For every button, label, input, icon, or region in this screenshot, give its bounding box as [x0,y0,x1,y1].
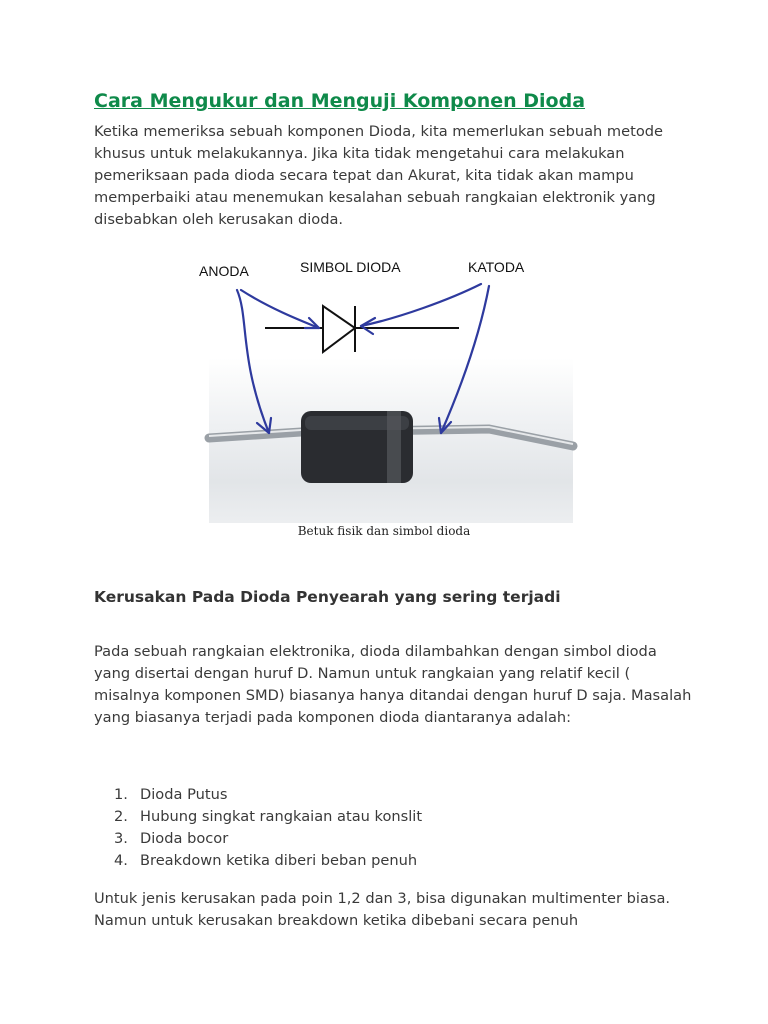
diode-symbol-icon [265,306,459,352]
list-item-text: Dioda bocor [140,830,229,847]
body-paragraph-3: Untuk jenis kerusakan pada poin 1,2 dan 3, bisa digunakan multimenter biasa. Namun untuk kerusakan breakdown ketika dibebani secara penuh [94,890,671,929]
list-item [94,784,422,806]
list-item-number: 1. [114,786,128,803]
label-anode: ANODA [199,263,249,279]
intro-paragraph: Ketika memeriksa sebuah komponen Dioda, kita memerlukan sebuah metode khusus untuk melakukannya. Jika kita tidak mengetahui cara melakukan pemeriksaan pada dioda secara tepat dan Akurat, kita tidak akan mampu memperbaiki atau menemukan kesalahan sebuah rangkaian elektronik yang disebabkan oleh kerusakan dioda. [94,123,664,228]
diode-figure [199,248,573,523]
arrow-cathode-to-symbol [361,284,481,326]
list-item-number: 3. [114,830,128,847]
diode-illustration [199,248,573,523]
figure-caption: Betuk fisik dan simbol dioda [297,524,471,538]
body-paragraph-2: Pada sebuah rangkaian elektronika, dioda dilambahkan dengan simbol dioda yang disertai dengan huruf D. Namun untuk rangkaian yang relatif kecil ( misalnya komponen SMD) biasanya hanya ditandai dengan huruf D saja. Masalah yang biasanya terjadi pada komponen dioda diantaranya adalah: [94,643,692,726]
list-item-text: Hubung singkat rangkaian atau konslit [140,808,423,825]
list-item-number: 2. [114,808,128,825]
arrow-anode-to-symbol [241,290,319,328]
list-item [94,806,422,828]
list-item-text: Breakdown ketika diberi beban penuh [140,852,418,869]
arrow-anode-to-body [237,290,269,433]
diode-cathode-band [387,411,401,483]
annotation-arrows [237,284,489,433]
list-item-text: Dioda Putus [140,786,228,803]
section-heading: Kerusakan Pada Dioda Penyearah yang sering terjadi [94,588,561,606]
list-item-number: 4. [114,852,128,869]
arrow-cathode-to-body [441,286,489,433]
list-item [94,828,422,850]
article-title[interactable]: Cara Mengukur dan Menguji Komponen Dioda [94,90,586,112]
label-cathode: KATODA [468,259,525,275]
damage-list [94,784,422,872]
label-diode-symbol: SIMBOL DIODA [300,259,401,275]
list-item [94,850,422,872]
